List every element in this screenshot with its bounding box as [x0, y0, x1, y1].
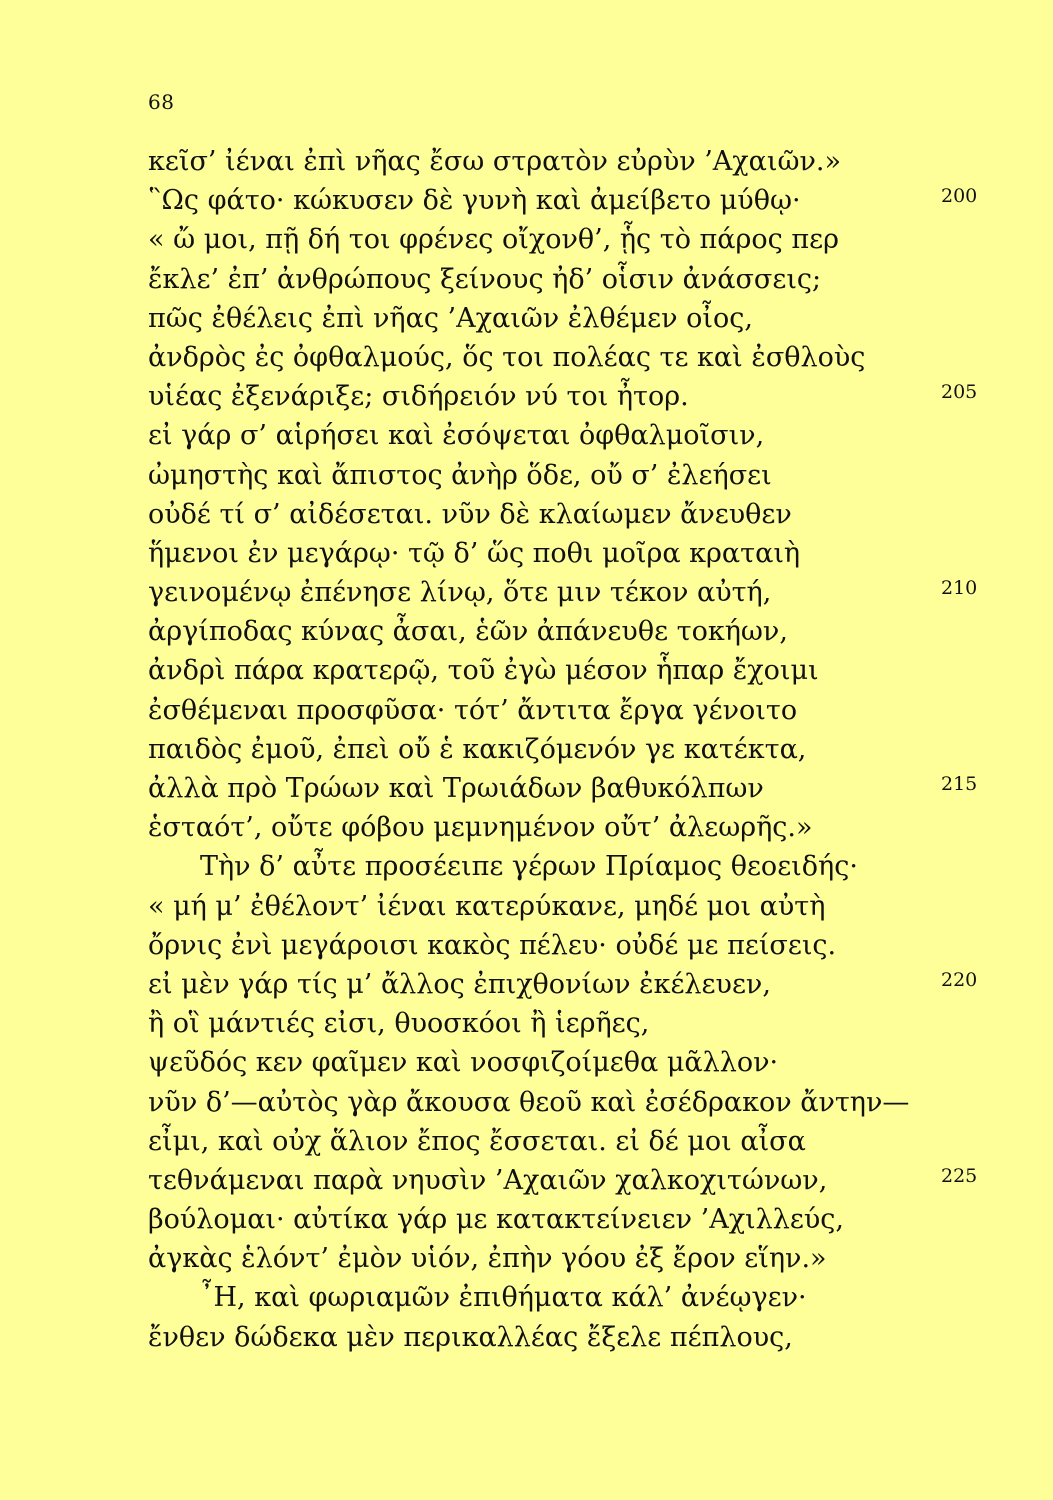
verse-line	[148, 1239, 918, 1278]
line-number: 215	[941, 773, 978, 795]
verse-line	[148, 377, 978, 416]
verse-line	[148, 142, 918, 181]
verse-line	[148, 926, 918, 965]
verse-line-text: παιδὸς ἐμοῦ, ἐπεὶ οὔ ἑ κακιζόμενόν γε κατέκτα,	[148, 733, 807, 765]
verse-line-text: οὐδέ τί σ’ αἰδέσεται. νῦν δὲ κλαίωμεν ἄνευθεν	[148, 498, 792, 530]
verse-line-text: ἑσταότ’, οὔτε φόβου μεμνημένον οὔτ’ ἀλεωρῆς.»	[148, 812, 813, 844]
verse-line-text: εἶμι, καὶ οὐχ ἅλιον ἔπος ἔσσεται. εἰ δέ μοι αἶσα	[148, 1125, 806, 1157]
verse-line	[148, 1318, 918, 1357]
verse-line-text: ἥμενοι ἐν μεγάρῳ· τῷ δ’ ὥς ποθι μοῖρα κραταιὴ	[148, 537, 801, 569]
verse-line-text: ἀργίποδας κύνας ἆσαι, ἑῶν ἀπάνευθε τοκήων,	[148, 616, 788, 648]
verse-line	[148, 1004, 918, 1043]
verse-line-text: εἰ γάρ σ’ αἱρήσει καὶ ἐσόψεται ὀφθαλμοῖσιν,	[148, 420, 765, 452]
verse-line-text: πῶς ἐθέλεις ἐπὶ νῆας ’Αχαιῶν ἐλθέμεν οἶος,	[148, 302, 753, 334]
verse-line-text: νῦν δ’—αὐτὸς γὰρ ἄκουσα θεοῦ καὶ ἐσέδρακον ἄντην—	[148, 1086, 910, 1118]
verse-line	[148, 220, 918, 259]
verse-line-text: ἔκλε’ ἐπ’ ἀνθρώπους ξείνους ἠδ’ οἷσιν ἀνάσσεις;	[148, 263, 822, 295]
verse-line	[148, 1083, 918, 1122]
verse-line-text: υἱέας ἐξενάριξε; σιδήρειόν νύ τοι ἦτορ.	[148, 381, 689, 413]
verse-line-text: « μή μ’ ἐθέλοντ’ ἰέναι κατερύκανε, μηδέ μοι αὐτὴ	[148, 890, 826, 922]
verse-line	[148, 495, 918, 534]
verse-line-text: εἰ μὲν γάρ τίς μ’ ἄλλος ἐπιχθονίων ἐκέλευεν,	[148, 968, 771, 1000]
verse-line	[148, 887, 918, 926]
line-number: 220	[941, 968, 978, 991]
verse-line	[148, 769, 978, 808]
verse-line-text: ἀγκὰς ἑλόντ’ ἐμὸν υἱόν, ἐπὴν γόου ἐξ ἔρον εἵην.»	[148, 1243, 827, 1275]
verse-line	[148, 965, 978, 1004]
line-number: 210	[941, 577, 978, 600]
verse-line	[148, 847, 918, 886]
verse-line-text: Τὴν δ’ αὖτε προσέειπε γέρων Πρίαμος θεοειδής·	[200, 851, 858, 883]
verse-line	[148, 1122, 918, 1161]
verse-line-text: « ὤ μοι, πῇ δή τοι φρένες οἴχονθ’, ᾗς τὸ πάρος περ	[148, 224, 839, 256]
verse-line	[148, 534, 918, 573]
verse-line-text: ἔνθεν δώδεκα μὲν περικαλλέας ἔξελε πέπλους,	[148, 1321, 793, 1353]
verse-line	[148, 456, 918, 495]
verse-line	[148, 691, 918, 730]
verse-line	[148, 1161, 978, 1200]
verse-line-text: τεθνάμεναι παρὰ νηυσὶν ’Αχαιῶν χαλκοχιτώνων,	[148, 1164, 828, 1196]
verse-line	[148, 651, 918, 690]
verse-line	[148, 573, 978, 612]
verse-line-text: ὠμηστὴς καὶ ἄπιστος ἀνὴρ ὅδε, οὔ σ’ ἐλεήσει	[148, 459, 772, 491]
verse-text-block	[148, 142, 978, 1357]
verse-line-text: ὄρνις ἐνὶ μεγάροισι κακὸς πέλευ· οὐδέ με πείσεις.	[148, 929, 837, 961]
verse-line	[148, 416, 918, 455]
verse-line-text: ἐσθέμεναι προσφῦσα· τότ’ ἄντιτα ἔργα γένοιτο	[148, 694, 798, 726]
verse-line	[148, 1278, 918, 1317]
verse-line-text: ψεῦδός κεν φαῖμεν καὶ νοσφιζοίμεθα μᾶλλον·	[148, 1047, 779, 1079]
line-number: 200	[941, 185, 978, 208]
verse-line-text: ἀνδρὶ πάρα κρατερῷ, τοῦ ἐγὼ μέσον ἧπαρ ἔχοιμι	[148, 655, 819, 687]
verse-line-text: βούλομαι· αὐτίκα γάρ με κατακτείνειεν ’Αχιλλεύς,	[148, 1204, 844, 1236]
verse-line-text: γεινομένῳ ἐπένησε λίνῳ, ὅτε μιν τέκον αὐτή,	[148, 577, 772, 609]
verse-line-text: ἀλλὰ πρὸ Τρώων καὶ Τρωιάδων βαθυκόλπων	[148, 773, 764, 804]
verse-line	[148, 1200, 918, 1239]
verse-line	[148, 338, 918, 377]
verse-line	[148, 260, 918, 299]
verse-line	[148, 299, 918, 338]
verse-line	[148, 808, 918, 847]
line-number: 225	[941, 1164, 978, 1187]
verse-line-text: ῝Ως φάτο· κώκυσεν δὲ γυνὴ καὶ ἀμείβετο μύθῳ·	[148, 185, 801, 217]
page-number: 68	[148, 90, 175, 114]
verse-line-text: ῏Η, καὶ φωριαμῶν ἐπιθήματα κάλ’ ἀνέῳγεν·	[200, 1282, 807, 1314]
verse-line	[148, 1043, 918, 1082]
line-number: 205	[941, 381, 978, 404]
verse-line	[148, 730, 918, 769]
verse-line	[148, 181, 978, 220]
verse-line	[148, 612, 918, 651]
verse-line-text: κεῖσ’ ἰέναι ἐπὶ νῆας ἔσω στρατὸν εὐρὺν ’Αχαιῶν.»	[148, 146, 842, 177]
verse-line-text: ἢ οἳ μάντιές εἰσι, θυοσκόοι ἢ ἱερῆες,	[148, 1008, 650, 1040]
verse-line-text: ἀνδρὸς ἐς ὀφθαλμούς, ὅς τοι πολέας τε καὶ ἐσθλοὺς	[148, 341, 866, 373]
